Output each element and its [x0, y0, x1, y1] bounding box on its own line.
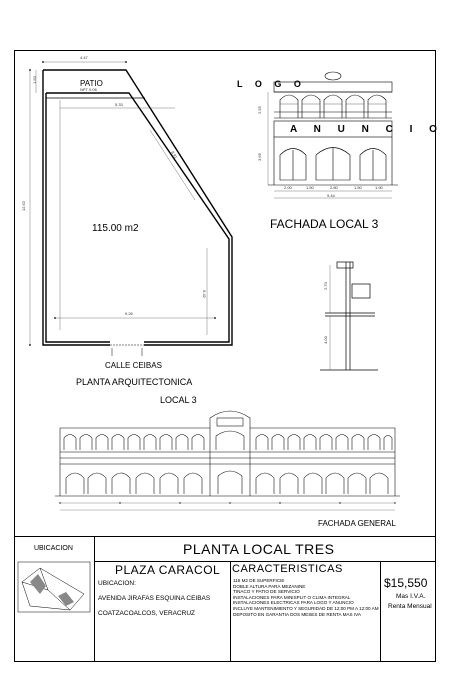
- ubicacion-heading: UBICACION: [34, 545, 73, 552]
- facade-dim-1: 2.00: [284, 185, 292, 190]
- feature-item: TINACO Y PATIO DE SERVICIO: [233, 589, 300, 595]
- location-label: UBICACION:: [98, 580, 136, 587]
- section-height-1: 2.70: [322, 282, 328, 290]
- rent-price: $15,550: [384, 576, 428, 590]
- feature-item: 115 M2 DE SUPERFICIE: [233, 578, 285, 583]
- patio-level-note: NPT 0.06: [80, 87, 97, 92]
- dim-left-height: 12.62: [21, 200, 27, 212]
- floorplan-title: PLANTA ARQUITECTONICA: [76, 377, 193, 387]
- feature-item: DOBLE ALTURA PARA MEZANINE: [233, 583, 306, 589]
- features-list: [233, 578, 381, 617]
- dim-right-mid: 6.42: [201, 290, 207, 298]
- street-label: CALLE CEIBAS: [105, 361, 162, 370]
- facade-local-title: FACHADA LOCAL 3: [270, 217, 379, 231]
- address-line-2: COATZACOALCOS, VERACRUZ: [98, 610, 196, 617]
- dim-bottom-width: 9.26: [125, 311, 133, 316]
- feature-item: DEPOSITO EN GARANTIA DOS MESES DE RENTA MAS IVA: [233, 611, 361, 617]
- facade-general-title: FACHADA GENERAL: [318, 519, 396, 528]
- dim-inner-top: 5.33: [115, 102, 123, 107]
- facade-dim-3: 2.80: [330, 185, 338, 190]
- feature-item: INCLUYE MANTENIMIENTO Y SEGURIDAD DE 12:00 PM A 12:00 AM: [233, 605, 379, 611]
- plan-title: PLANTA LOCAL TRES: [183, 541, 335, 557]
- plaza-name: PLAZA CARACOL: [115, 563, 221, 577]
- address-line-1: AVENIDA JIRAFAS ESQUINA CEIBAS: [98, 595, 211, 602]
- dim-diagonal: 8.91: [170, 150, 179, 160]
- facade-dim-2: 1.50: [306, 185, 314, 190]
- price-period-note: Renta Mensual: [388, 603, 432, 610]
- price-tax-note: Mas I.V.A.: [396, 593, 426, 600]
- floor-area: 115.00 m2: [92, 223, 139, 234]
- facade-dim-4: 1.50: [354, 185, 362, 190]
- facade-dim-5: 1.90: [375, 185, 383, 190]
- floorplan-subtitle: LOCAL 3: [160, 395, 197, 405]
- logo-text: L O G O: [237, 79, 306, 89]
- section-height-2: 4.00: [322, 336, 328, 344]
- facade-height-2: 3.65: [256, 153, 262, 161]
- sign-text: A N U N C I O: [290, 124, 444, 135]
- caracteristicas-heading: CARACTERISTICAS: [232, 563, 343, 575]
- dim-top-width: 4.47: [80, 55, 88, 60]
- feature-item: INSTALACIONES PARA MINISPLIT O CLIMA INTEGRAL: [233, 594, 351, 600]
- facade-total-width: 9.44: [327, 193, 335, 198]
- facade-height-1: 2.55: [256, 106, 262, 114]
- feature-item: INSTALACIONES ELECTRICAS PARA LOGO Y ANUNCIO: [233, 600, 354, 606]
- dim-patio-depth: 1.50: [31, 76, 37, 84]
- patio-label: PATIO: [80, 79, 103, 88]
